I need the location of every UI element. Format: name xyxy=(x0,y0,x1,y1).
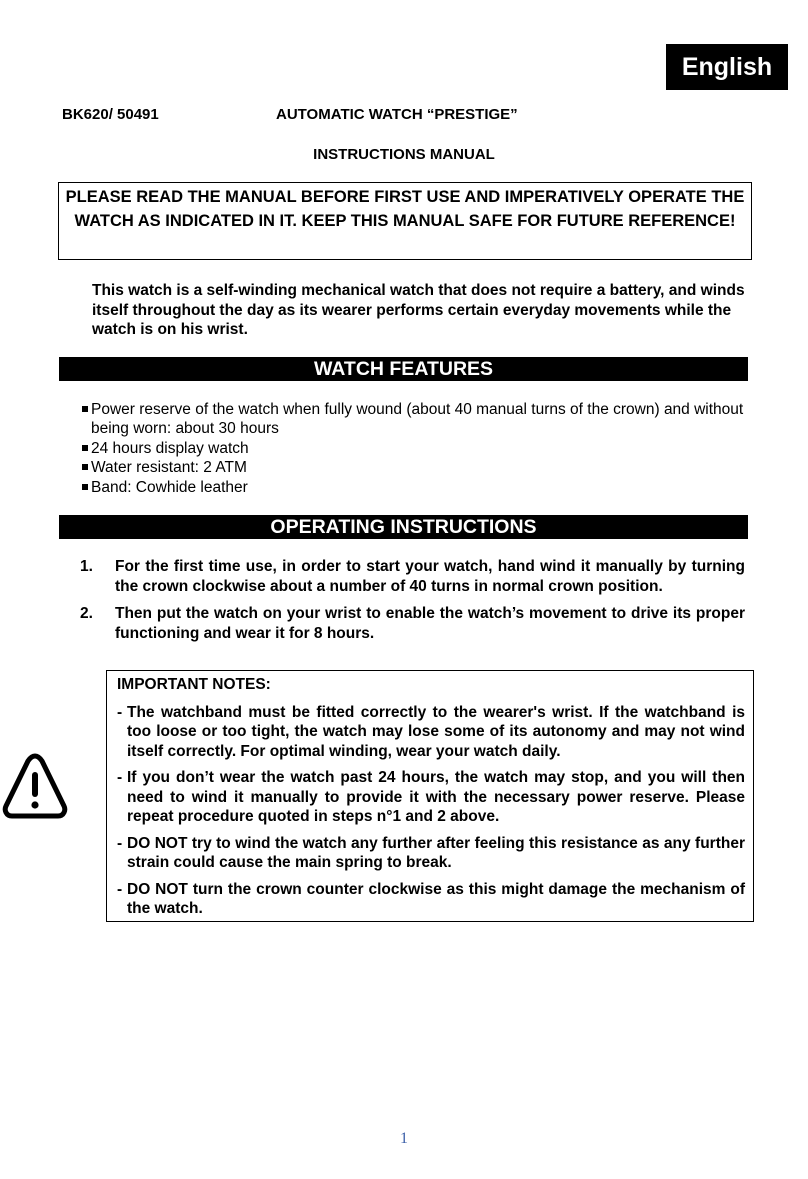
list-item: Band: Cowhide leather xyxy=(80,478,750,497)
bullet-icon xyxy=(82,406,88,412)
note-item: - DO NOT try to wind the watch any further after feeling this resistance as any further strain could cause the main spring to break. xyxy=(117,834,745,871)
steps-list xyxy=(80,557,745,651)
note-item: - The watchband must be fitted correctly to the wearer's wrist. If the watchband is too loose or too tight, the watch may lose some of its autonomy and may not wind itself correctly. For optimal winding, wear your watch daily. xyxy=(117,703,745,760)
intro-paragraph: This watch is a self-winding mechanical watch that does not require a battery, and winds itself throughout the day as its wearer performs certain everyday movements while the watch is on his wrist. xyxy=(92,282,745,338)
list-item: Water resistant: 2 ATM xyxy=(80,458,750,477)
features-list xyxy=(80,400,750,497)
note-item: - DO NOT turn the crown counter clockwise as this might damage the mechanism of the watch. xyxy=(117,880,745,917)
step-item xyxy=(80,557,745,596)
list-item: 24 hours display watch xyxy=(80,439,750,458)
step-item xyxy=(80,604,745,643)
watch-features-heading: WATCH FEATURES xyxy=(59,357,748,381)
page-number: 1 xyxy=(400,1130,408,1147)
important-notes-box xyxy=(106,670,754,922)
notes-title: IMPORTANT NOTES: xyxy=(117,676,271,693)
note-item: - If you don’t wear the watch past 24 hours, the watch may stop, and you will then need to wind it manually to provide it with the necessary power reserve. Please repeat procedure quoted in steps n°1 and 2 above. xyxy=(117,769,745,825)
step-number: 2. xyxy=(80,605,93,622)
bullet-icon xyxy=(82,484,88,490)
step-text: Then put the watch on your wrist to enable the watch’s movement to drive its proper functioning and wear it for 8 hours. xyxy=(115,605,745,642)
manual-subtitle: INSTRUCTIONS MANUAL xyxy=(313,146,495,163)
operating-instructions-heading: OPERATING INSTRUCTIONS xyxy=(59,515,748,539)
step-text: For the first time use, in order to start your watch, hand wind it manually by turning the crown clockwise about a number of 40 turns in normal crown position. xyxy=(115,558,745,595)
product-title: AUTOMATIC WATCH “PRESTIGE” xyxy=(276,106,518,123)
list-item: Power reserve of the watch when fully wound (about 40 manual turns of the crown) and without being worn: about 30 hours xyxy=(80,400,750,439)
read-manual-warning-box: PLEASE READ THE MANUAL BEFORE FIRST USE AND IMPERATIVELY OPERATE THE WATCH AS INDICATED IN IT. KEEP THIS MANUAL SAFE FOR FUTURE REFERENCE! xyxy=(58,182,752,260)
bullet-icon xyxy=(82,445,88,451)
bullet-icon xyxy=(82,464,88,470)
warning-triangle-icon xyxy=(2,752,68,820)
step-number: 1. xyxy=(80,558,93,575)
model-number: BK620/ 50491 xyxy=(62,106,159,123)
language-tab: English xyxy=(666,44,788,90)
